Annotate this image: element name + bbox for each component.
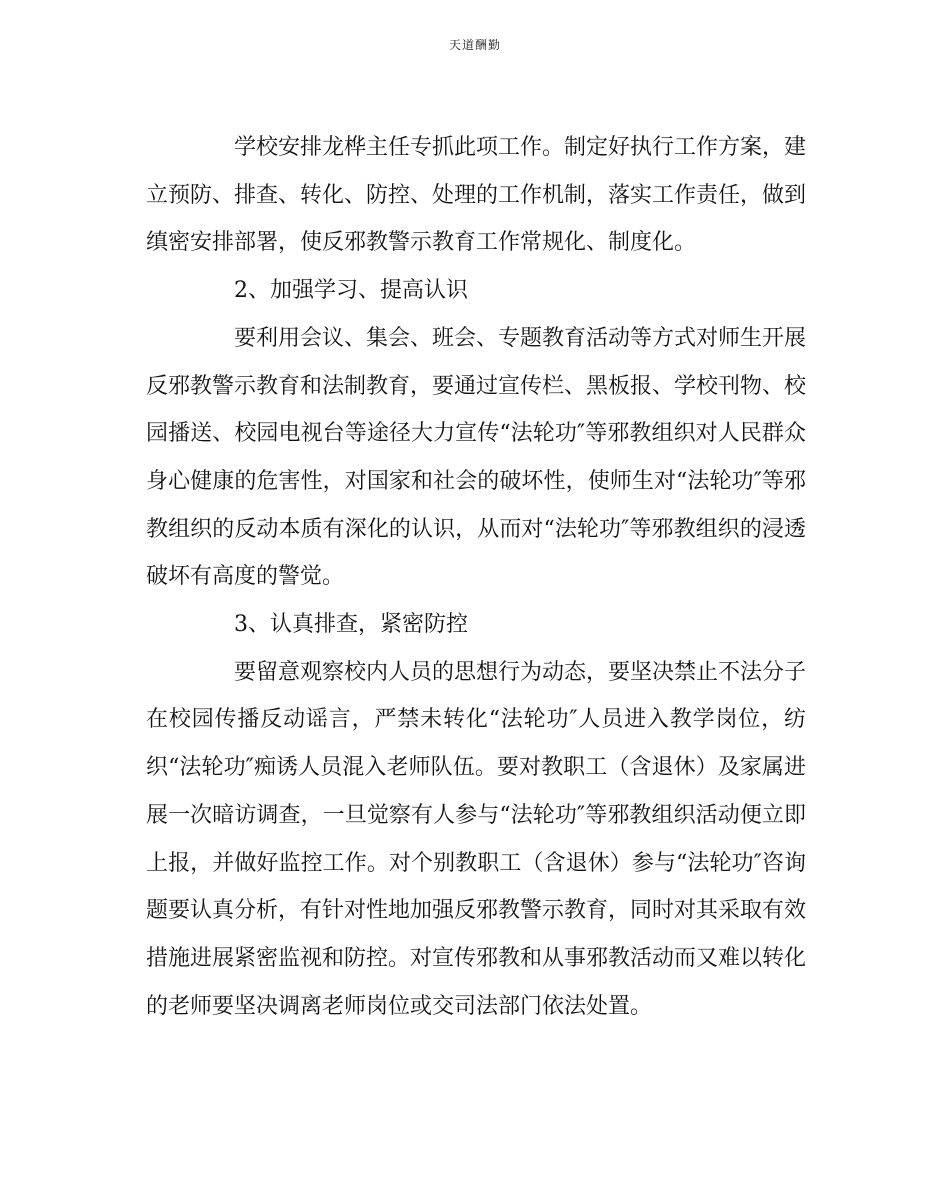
document-body [146,124,806,1030]
paragraph-inspection: 要留意观察校内人员的思想行为动态，要坚决禁止不法分子在校园传播反动谣言，严禁未转化“法轮功″人员进入教学岗位，纺织“法轮功″痴诱人员混入老师队伍。要对教职工（含退休）及家属进展一次暗访调查，一旦觉察有人参与“法轮功″等邪教组织活动便立即上报，并做好监控工作。对个别教职工（含退休）参与“法轮功″咨询题要认真分析，有针对性地加强反邪教警示教育，同时对其采取有效措施进展紧密监视和防控。对宣传邪教和从事邪教活动而又难以转化的老师要坚决调离老师岗位或交司法部门依法处置。 [146,659,807,1019]
page-header: 天道酬勤 [448,38,501,52]
section-heading-inspection: 3、认真排查，紧密防控 [234,612,468,638]
section-heading-learning: 2、加强学习、提高认识 [234,278,468,304]
paragraph-responsibility: 学校安排龙桦主任专抓此项工作。制定好执行工作方案，建立预防、排查、转化、防控、处理的工作机制，落实工作责任，做到缜密安排部署，使反邪教警示教育工作常规化、制度化。 [146,135,807,256]
paragraph-learning: 要利用会议、集会、班会、专题教育活动等方式对师生开展反邪教警示教育和法制教育，要通过宣传栏、黑板报、学校刊物、校园播送、校园电视台等途径大力宣传“法轮功″等邪教组织对人民群众身心健康的危害性，对国家和社会的破坏性，使师生对“法轮功″等邪教组织的反动本质有深化的认识，从而对“法轮功″等邪教组织的浸透破坏有高度的警觉。 [146,325,807,590]
